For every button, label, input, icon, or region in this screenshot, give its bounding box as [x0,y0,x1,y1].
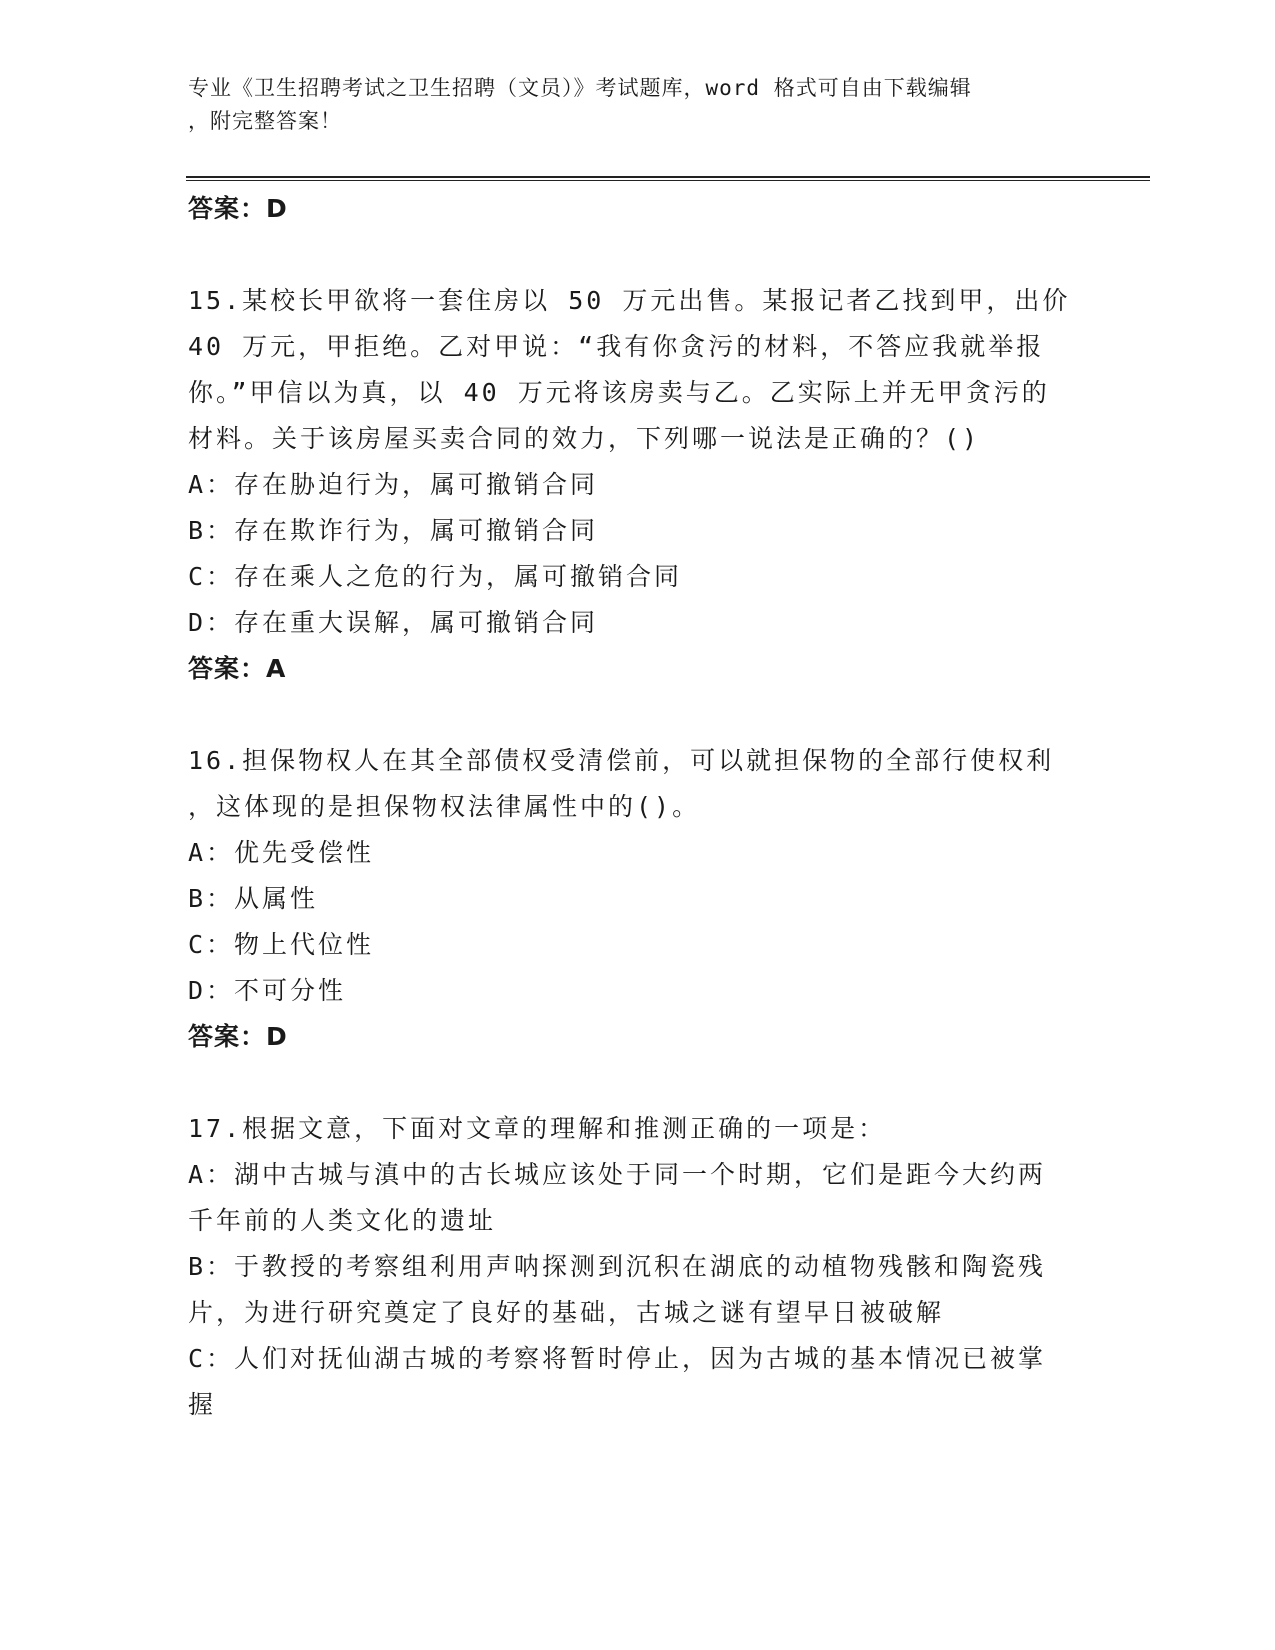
question-text-line: 你。”甲信以为真，以 40 万元将该房卖与乙。乙实际上并无甲贪污的 [188,378,1050,407]
question-17 [188,1106,1088,1428]
option-a: A：湖中古城与滇中的古长城应该处于同一个时期，它们是距今大约两 [188,1160,1047,1189]
option-b: B：于教授的考察组利用声呐探测到沉积在湖底的动植物残骸和陶瓷残 [188,1252,1047,1281]
header-divider [186,176,1150,181]
option-d: D：不可分性 [188,976,347,1005]
question-text-line: ，这体现的是担保物权法律属性中的()。 [188,792,701,821]
spacer [188,232,1088,278]
option-c: C：人们对抚仙湖古城的考察将暂时停止，因为古城的基本情况已被掌 [188,1344,1047,1373]
option-b: B：从属性 [188,884,319,913]
option-c: C：存在乘人之危的行为，属可撤销合同 [188,562,683,591]
document-body [188,186,1088,1428]
question-text-line: 15.某校长甲欲将一套住房以 50 万元出售。某报记者乙找到甲，出价 [188,286,1071,315]
spacer [188,692,1088,738]
option-a-continued: 千年前的人类文化的遗址 [188,1206,497,1235]
answer-previous: 答案：D [188,194,288,223]
spacer [188,1060,1088,1106]
question-text-line: 17.根据文意，下面对文章的理解和推测正确的一项是： [188,1114,887,1143]
question-16 [188,738,1088,1060]
option-c: C：物上代位性 [188,930,375,959]
answer-15: 答案：A [188,654,287,683]
header-line-2: ，附完整答案！ [188,109,342,133]
page-header [188,72,1088,138]
option-c-continued: 握 [188,1390,217,1419]
option-a: A：优先受偿性 [188,838,375,867]
option-b-continued: 片，为进行研究奠定了良好的基础，古城之谜有望早日被破解 [188,1298,945,1327]
question-text-line: 材料。关于该房屋买卖合同的效力，下列哪一说法是正确的？() [188,424,981,453]
answer-16: 答案：D [188,1022,288,1051]
header-line-1: 专业《卫生招聘考试之卫生招聘（文员）》考试题库，word 格式可自由下载编辑 [188,76,972,100]
question-text-line: 40 万元，甲拒绝。乙对甲说：“我有你贪污的材料，不答应我就举报 [188,332,1045,361]
option-a: A：存在胁迫行为，属可撤销合同 [188,470,599,499]
question-text-line: 16.担保物权人在其全部债权受清偿前，可以就担保物的全部行使权利 [188,746,1055,775]
option-b: B：存在欺诈行为，属可撤销合同 [188,516,599,545]
option-d: D：存在重大误解，属可撤销合同 [188,608,599,637]
question-15 [188,278,1088,692]
